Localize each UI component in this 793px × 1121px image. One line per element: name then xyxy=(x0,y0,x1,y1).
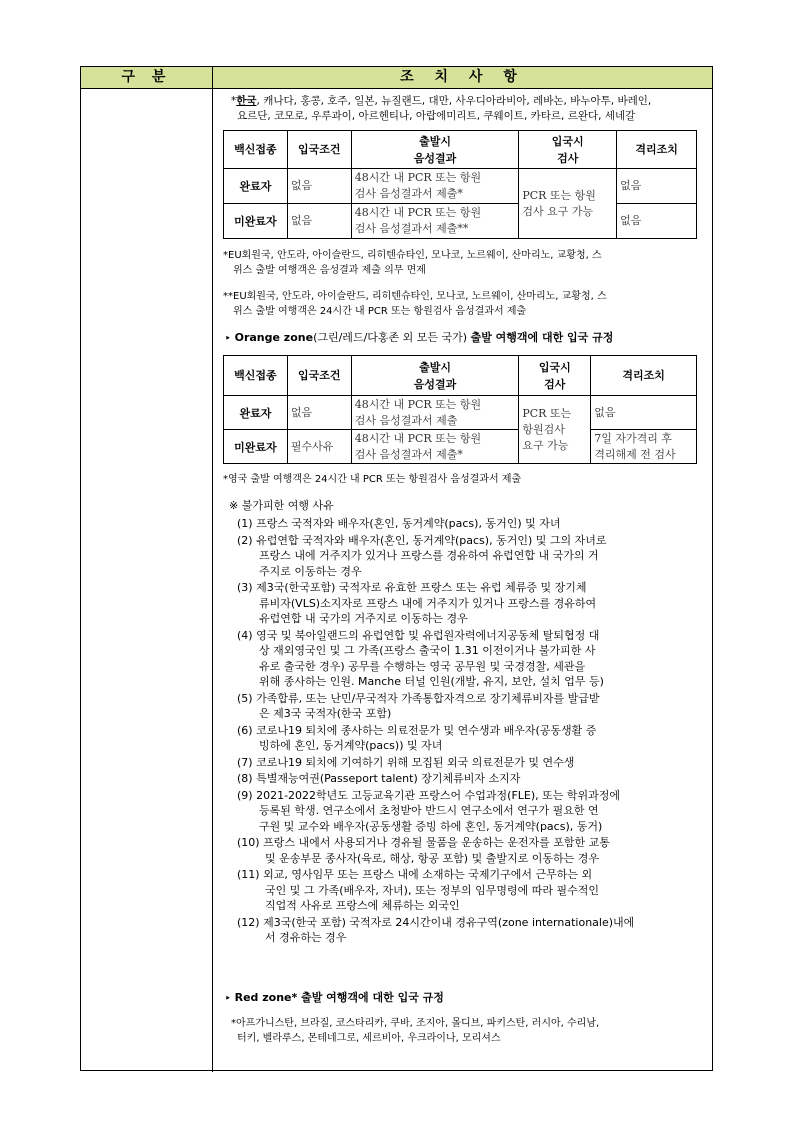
entry-test-cell xyxy=(519,169,617,239)
note-uk-travelers: *영국 출발 여행객은 24시간 내 PCR 또는 항원검사 음성결과서 제출 xyxy=(223,474,522,485)
result-line: 48시간 내 PCR 또는 항원 xyxy=(354,397,482,411)
reason-line: (8) 특별재능여권(Passeport talent) 장기체류비자 소지자 xyxy=(237,772,521,785)
cond-unvaccinated: 필수사유 xyxy=(287,430,351,464)
th-entry-condition: 입국조건 xyxy=(287,356,351,396)
entry-test-line: 검사 요구 가능 xyxy=(522,204,594,218)
th-departure-result: 출발시 음성결과 xyxy=(351,356,519,396)
reason-item xyxy=(237,580,707,627)
reason-line: 및 운송부문 종사자(육로, 해상, 항공 포함) 및 출발지로 이동하는 경우 xyxy=(265,851,599,865)
reason-line: (10) 프랑스 내에서 사용되거나 경유될 물품을 운송하는 운전자를 포함한 교통 xyxy=(237,836,610,849)
red-zone-title xyxy=(225,990,444,1007)
reason-line: (6) 코로나19 퇴치에 종사하는 의료전문가 및 연수생과 배우자(공동생활 증 xyxy=(237,723,597,737)
reason-line: 직업적 사유로 프랑스에 체류하는 외국인 xyxy=(265,899,460,912)
green-countries-rest: , 캐나다, 홍콩, 호주, 일본, 뉴질랜드, 대만, 사우디아라비아, 레바논, 바누아투, 바레인, xyxy=(256,95,652,107)
column-divider xyxy=(212,89,213,1072)
reason-item xyxy=(237,628,707,690)
reasons-title: ※ 불가피한 여행 사유 xyxy=(229,499,334,512)
orange-zone-name: Orange zone xyxy=(234,331,314,344)
reasons-list xyxy=(237,516,707,947)
reason-line: 위해 종사하는 인원. Manche 터널 인원(개발, 유지, 보안, 설치 업무 등) xyxy=(259,675,604,688)
reason-item xyxy=(237,723,707,754)
reason-line: 서 경유하는 경우 xyxy=(265,931,347,944)
row-vaccinated: 완료자 xyxy=(224,396,288,430)
reason-line: 유로 출국한 경우) 공무를 수행하는 영국 공무원 및 국경경찰, 세관을 xyxy=(259,659,586,673)
green-countries-line2: 요르단, 코모로, 우루과이, 아르헨티나, 아랍에미리트, 쿠웨이트, 카타르, 르완다, 세네갈 xyxy=(237,110,636,122)
reason-line: (11) 외교, 영사임무 또는 프랑스 내에 소재하는 국제기구에서 근무하는 외 xyxy=(237,868,593,881)
reason-line: 등록된 학생. 연구소에서 초청받아 반드시 연구소에서 연구가 필요한 연 xyxy=(259,804,599,817)
result-vaccinated xyxy=(351,169,519,204)
result-unvaccinated xyxy=(351,430,519,464)
header-measures: 조 치 사 항 xyxy=(400,69,525,85)
orange-zone-title xyxy=(225,330,613,347)
entry-test-cell xyxy=(519,396,591,464)
note-double-asterisk-1: **EU회원국, 안도라, 아이슬란드, 리히텐슈타인, 모나코, 노르웨이, 산마리노, 교황청, 스 xyxy=(223,291,607,302)
note-single-asterisk-2: 위스 출발 여행객은 음성결과 제출 의무 면제 xyxy=(233,265,426,276)
row-unvaccinated: 미완료자 xyxy=(224,204,288,239)
th-entry-test: 입국시 검사 xyxy=(519,356,591,396)
result-line: 48시간 내 PCR 또는 항원 xyxy=(354,431,482,445)
red-countries-line2: 터키, 벨라루스, 몬테네그로, 세르비아, 우크라이나, 모리셔스 xyxy=(237,1033,501,1044)
orange-zone-desc: (그린/레드/다홍존 외 모든 국가) xyxy=(313,331,471,344)
row-unvaccinated: 미완료자 xyxy=(224,430,288,464)
row-vaccinated: 완료자 xyxy=(224,169,288,204)
reason-line: (9) 2021-2022학년도 고등교육기관 프랑스어 수업과정(FLE), 또는 학위과정에 xyxy=(237,788,621,802)
result-line: 검사 음성결과서 제출* xyxy=(354,447,463,461)
reason-item xyxy=(237,915,707,946)
entry-test-line: PCR 또는 xyxy=(522,406,572,420)
th-vaccination: 백신접종 xyxy=(224,356,288,396)
note-single-asterisk-1: *EU회원국, 안도라, 아이슬란드, 리히텐슈타인, 모나코, 노르웨이, 산마리노, 교황청, 스 xyxy=(223,250,602,261)
th-vaccination: 백신접종 xyxy=(224,131,288,169)
th-quarantine: 격리조치 xyxy=(617,131,697,169)
reason-item xyxy=(237,516,707,532)
reason-line: 유럽연합 내 국가의 거주지로 이동하는 경우 xyxy=(259,612,468,625)
th-entry-test: 입국시 검사 xyxy=(519,131,617,169)
th-quarantine: 격리조치 xyxy=(591,356,697,396)
quarantine-line: 7일 자가격리 후 xyxy=(594,431,672,445)
quarantine-line: 격리해제 전 검사 xyxy=(594,447,676,461)
reason-item xyxy=(237,755,707,771)
reason-line: (7) 코로나19 퇴치에 기여하기 위해 모집된 외국 의료전문가 및 연수생 xyxy=(237,755,575,769)
reason-line: 구원 및 교수와 배우자(공동생활 증빙 하에 혼인, 동거계약(pacs), 동거) xyxy=(259,819,603,833)
quarantine-vaccinated: 없음 xyxy=(617,169,697,204)
th-entry-condition: 입국조건 xyxy=(287,131,351,169)
reason-line: 상 재외영국인 및 그 가족(프랑스 출국이 1.31 이전이거나 불가피한 사 xyxy=(259,644,596,657)
reason-line: (1) 프랑스 국적자와 배우자(혼인, 동거계약(pacs), 동거인) 및 자녀 xyxy=(237,517,561,530)
reason-item xyxy=(237,691,707,722)
green-countries-line1 xyxy=(231,94,651,109)
result-line: 48시간 내 PCR 또는 항원 xyxy=(354,206,482,219)
reason-line: (5) 가족합류, 또는 난민/무국적자 가족통합자격으로 장기체류비자를 발급받 xyxy=(237,691,600,705)
entry-test-line: 항원검사 xyxy=(522,422,565,436)
entry-test-line: 요구 가능 xyxy=(522,438,569,452)
th-departure-result: 출발시 음성결과 xyxy=(351,131,519,169)
reason-item xyxy=(237,835,707,866)
red-zone-rule: 출발 여행객에 대한 입국 규정 xyxy=(297,991,444,1004)
reason-line: (4) 영국 및 북아일랜드의 유럽연합 및 유럽원자력에너지공동체 탈퇴협정 대 xyxy=(237,628,600,642)
quarantine-vaccinated: 없음 xyxy=(591,396,697,430)
cond-unvaccinated: 없음 xyxy=(287,204,351,239)
green-entry-table xyxy=(223,130,697,239)
reason-line: 류비자(VLS)소지자로 프랑스 내에 거주지가 있거나 프랑스를 경유하여 xyxy=(259,596,597,610)
result-line: 검사 음성결과서 제출* xyxy=(354,187,463,200)
orange-entry-table xyxy=(223,355,697,464)
highlight-korea: 한국 xyxy=(236,95,257,107)
red-countries-line1: *아프가니스탄, 브라질, 코스타리카, 쿠바, 조지아, 몰디브, 파키스탄, 러시아, 수리남, xyxy=(231,1018,600,1029)
result-line: 검사 음성결과서 제출** xyxy=(354,222,469,235)
bullet-icon: ‣ xyxy=(225,994,231,1004)
reason-item xyxy=(237,788,707,835)
reason-line: 국인 및 그 가족(배우자, 자녀), 또는 정부의 임무명령에 따라 필수적인 xyxy=(265,883,599,897)
reason-line: 주지로 이동하는 경우 xyxy=(259,564,362,578)
orange-zone-rule: 출발 여행객에 대한 입국 규정 xyxy=(470,331,614,344)
quarantine-unvaccinated: 없음 xyxy=(617,204,697,239)
cond-vaccinated: 없음 xyxy=(287,396,351,430)
reason-line: 프랑스 내에 거주지가 있거나 프랑스를 경유하여 유럽연합 내 국가의 거 xyxy=(259,549,599,562)
result-vaccinated xyxy=(351,396,519,430)
reason-line: 은 제3국 국적자(한국 포함) xyxy=(259,707,392,720)
entry-test-line: PCR 또는 항원 xyxy=(522,188,596,202)
reason-line: (12) 제3국(한국 포함) 국적자로 24시간이내 경유구역(zone internationale)내에 xyxy=(237,915,635,929)
red-zone-name: Red zone* xyxy=(234,991,298,1004)
reason-item xyxy=(237,867,707,914)
reason-item xyxy=(237,771,707,787)
bullet-icon: ‣ xyxy=(225,334,231,344)
reason-line: 빙하에 혼인, 동거계약(pacs)) 및 자녀 xyxy=(259,739,443,752)
header-category: 구 분 xyxy=(81,67,213,88)
result-line: 48시간 내 PCR 또는 항원 xyxy=(354,171,482,184)
result-line: 검사 음성결과서 제출 xyxy=(354,413,458,427)
table-header xyxy=(81,67,712,89)
reason-item xyxy=(237,533,707,580)
note-double-asterisk-2: 위스 출발 여행객은 24시간 내 PCR 또는 항원검사 음성결과서 제출 xyxy=(233,306,527,317)
cond-vaccinated: 없음 xyxy=(287,169,351,204)
asterisk: * xyxy=(231,95,237,107)
result-unvaccinated xyxy=(351,204,519,239)
quarantine-unvaccinated xyxy=(591,430,697,464)
reason-line: (2) 유럽연합 국적자와 배우자(혼인, 동거계약(pacs), 동거인) 및 그의 자녀로 xyxy=(237,533,607,547)
reason-line: (3) 제3국(한국포함) 국적자로 유효한 프랑스 또는 유럽 체류증 및 장기체 xyxy=(237,581,587,594)
